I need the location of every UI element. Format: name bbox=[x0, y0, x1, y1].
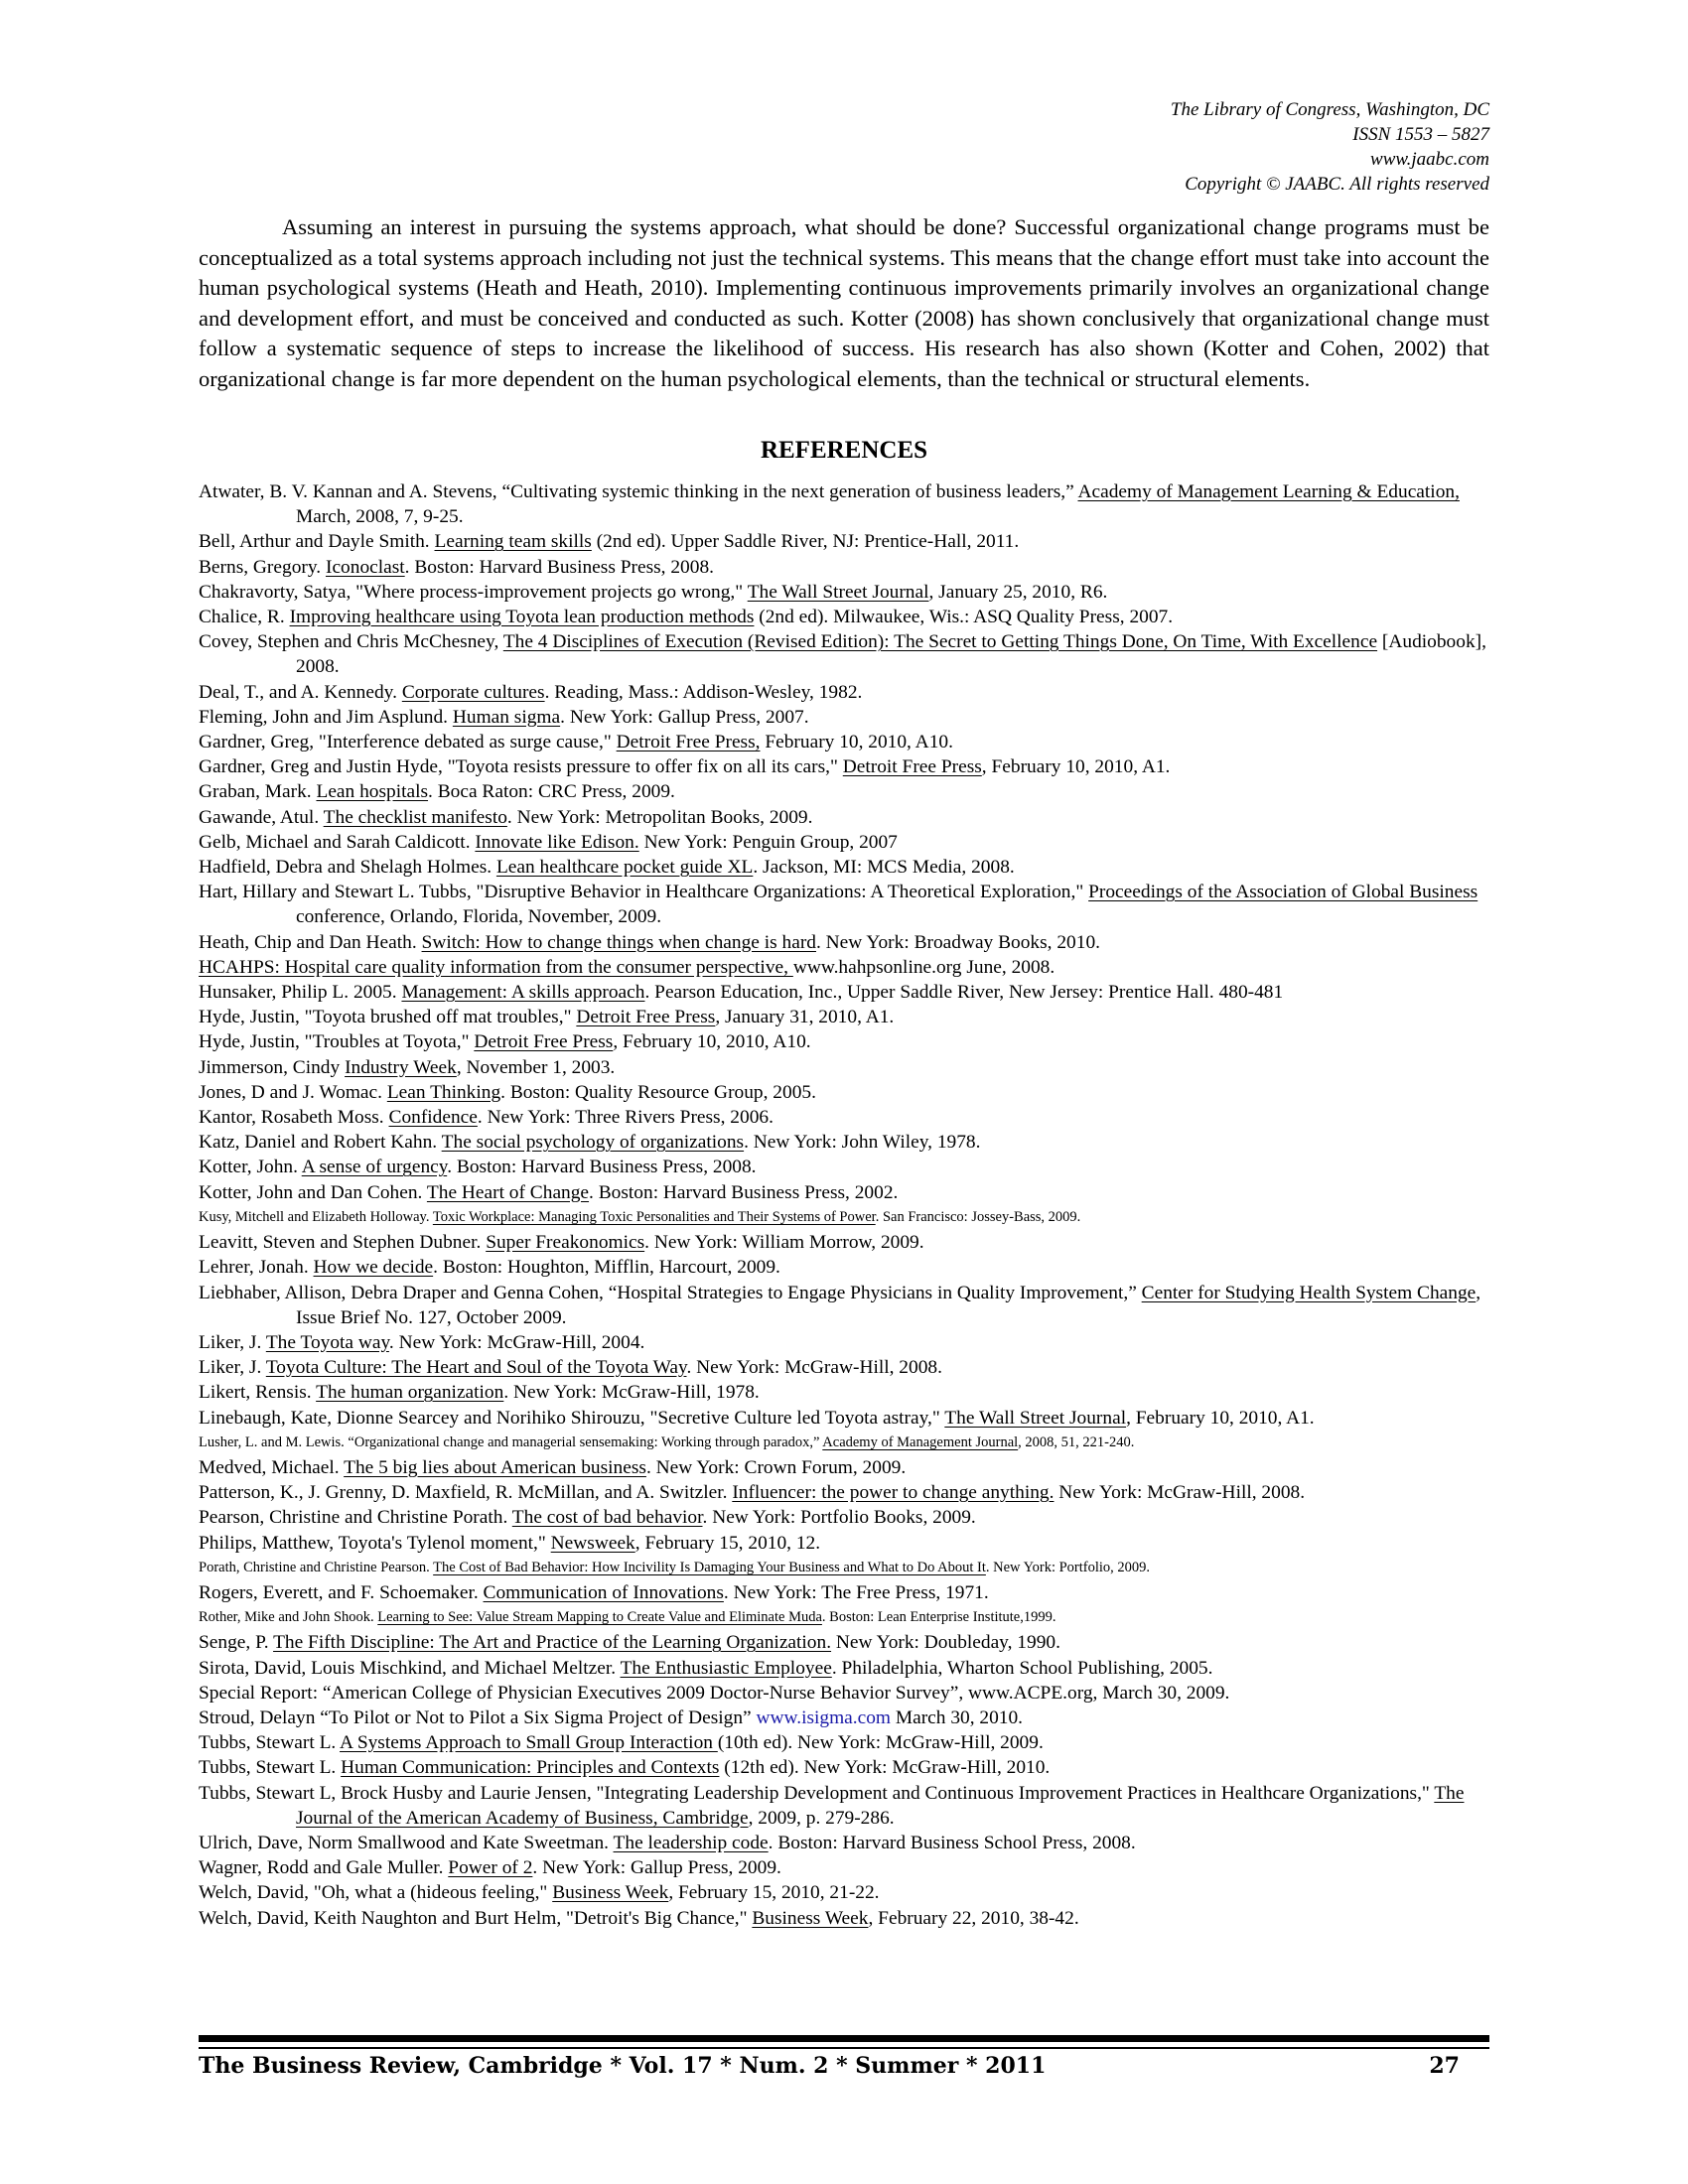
reference-text: Graban, Mark. bbox=[199, 781, 317, 803]
reference-source: (12th ed). New York: McGraw-Hill, 2010. bbox=[719, 1757, 1051, 1779]
reference-entry bbox=[199, 805, 1489, 830]
reference-title: Super Freakonomics bbox=[486, 1232, 645, 1254]
reference-link[interactable]: www.isigma.com bbox=[756, 1706, 892, 1728]
reference-title: Proceedings of the Association of Global Business bbox=[1088, 882, 1478, 903]
reference-title: Toxic Workplace: Managing Toxic Personalities and Their Systems of Power bbox=[432, 1208, 876, 1225]
reference-text: Covey, Stephen and Chris McChesney, bbox=[199, 631, 503, 653]
reference-entry bbox=[199, 1431, 1489, 1455]
reference-entry bbox=[199, 855, 1489, 880]
reference-title: The cost of bad behavior bbox=[511, 1507, 703, 1529]
reference-text: Kusy, Mitchell and Elizabeth Holloway. bbox=[199, 1208, 433, 1225]
reference-entry bbox=[199, 1330, 1489, 1355]
reference-source: . New York: Portfolio, 2009. bbox=[985, 1559, 1151, 1575]
reference-source: . Boston: Lean Enterprise Institute,1999. bbox=[821, 1609, 1056, 1626]
reference-source: , November 1, 2003. bbox=[456, 1056, 616, 1078]
reference-entry bbox=[199, 1505, 1489, 1530]
reference-source: conference, Orlando, Florida, November, 2009. bbox=[296, 906, 662, 928]
reference-source: . New York: McGraw-Hill, 1978. bbox=[503, 1382, 760, 1404]
reference-entry bbox=[199, 1605, 1489, 1630]
reference-source: , Issue Brief No. 127, October 2009. bbox=[296, 1282, 1481, 1328]
reference-text: Hart, Hillary and Stewart L. Tubbs, "Disruptive Behavior in Healthcare Organizations: A Theoretical Exploration," bbox=[199, 882, 1089, 903]
reference-title: Power of 2 bbox=[448, 1857, 533, 1879]
reference-title: Newsweek bbox=[550, 1532, 635, 1554]
reference-text: Katz, Daniel and Robert Kahn. bbox=[199, 1132, 442, 1154]
reference-entry bbox=[199, 1029, 1489, 1054]
reference-text: Welch, David, "Oh, what a (hideous feeling," bbox=[199, 1882, 553, 1904]
reference-text: Liker, J. bbox=[199, 1357, 266, 1379]
footer-rule-thin bbox=[199, 2047, 1489, 2049]
reference-entry bbox=[199, 1906, 1489, 1931]
reference-title: Business Week bbox=[752, 1907, 869, 1929]
reference-title: How we decide bbox=[313, 1257, 434, 1279]
reference-source: . Boston: Harvard Business Press, 2002. bbox=[589, 1181, 899, 1203]
reference-entry bbox=[199, 1580, 1489, 1605]
reference-text: Gawande, Atul. bbox=[199, 806, 324, 828]
header-library: The Library of Congress, Washington, DC bbox=[1170, 99, 1489, 120]
reference-entry bbox=[199, 880, 1489, 929]
reference-entry bbox=[199, 1105, 1489, 1130]
reference-text: Hyde, Justin, "Troubles at Toyota," bbox=[199, 1031, 475, 1053]
reference-entry bbox=[199, 1730, 1489, 1755]
reference-source: . New York: Gallup Press, 2007. bbox=[560, 706, 809, 728]
reference-text: Rother, Mike and John Shook. bbox=[199, 1609, 378, 1626]
reference-entry bbox=[199, 980, 1489, 1005]
reference-text: Heath, Chip and Dan Heath. bbox=[199, 931, 422, 953]
reference-title: Industry Week bbox=[345, 1056, 457, 1078]
reference-text: Lusher, L. and M. Lewis. “Organizational change and managerial sensemaking: Working through paradox,” bbox=[199, 1433, 823, 1450]
reference-text: Senge, P. bbox=[199, 1632, 274, 1654]
reference-text: Sirota, David, Louis Mischkind, and Michael Meltzer. bbox=[199, 1657, 621, 1679]
reference-entry bbox=[199, 955, 1489, 980]
reference-entry bbox=[199, 754, 1489, 779]
reference-title: The social psychology of organizations bbox=[441, 1132, 745, 1154]
reference-text: Ulrich, Dave, Norm Smallwood and Kate Sweetman. bbox=[199, 1832, 614, 1853]
reference-source: . Boston: Quality Resource Group, 2005. bbox=[500, 1081, 816, 1103]
reference-title: The Cost of Bad Behavior: How Incivility Is Damaging Your Business and What to Do About It bbox=[433, 1559, 986, 1575]
reference-source: New York: McGraw-Hill, 2008. bbox=[1054, 1482, 1306, 1504]
reference-title: The Heart of Change bbox=[426, 1181, 590, 1203]
reference-text: Linebaugh, Kate, Dionne Searcey and Norihiko Shirouzu, "Secretive Culture led Toyota astray," bbox=[199, 1407, 945, 1429]
references-heading: REFERENCES bbox=[760, 437, 928, 464]
reference-source: . Philadelphia, Wharton School Publishing, 2005. bbox=[831, 1657, 1213, 1679]
reference-source: . New York: Crown Forum, 2009. bbox=[645, 1456, 907, 1478]
header-website: www.jaabc.com bbox=[1370, 149, 1489, 170]
reference-entry bbox=[199, 1531, 1489, 1556]
reference-title: Business Week bbox=[552, 1882, 669, 1904]
reference-title: Human Communication: Principles and Contexts bbox=[341, 1757, 720, 1779]
reference-title: The Enthusiastic Employee bbox=[620, 1657, 832, 1679]
reference-entry bbox=[199, 1130, 1489, 1155]
reference-title: A Systems Approach to Small Group Interaction bbox=[340, 1732, 718, 1754]
reference-title: Human sigma bbox=[452, 706, 561, 728]
footer-journal: The Business Review, Cambridge * Vol. 17 * Num. 2 * Summer * 2011 bbox=[199, 2053, 1047, 2079]
reference-title: Lean healthcare pocket guide XL bbox=[495, 857, 754, 879]
reference-source: , February 15, 2010, 12. bbox=[634, 1532, 821, 1554]
reference-title: The checklist manifesto bbox=[323, 806, 507, 828]
reference-text: Likert, Rensis. bbox=[199, 1382, 317, 1404]
reference-text: Special Report: “American College of Physician Executives 2009 Doctor-Nurse Behavior Survey”, www.ACPE.org, March 30, 2009. bbox=[199, 1682, 1230, 1704]
reference-title: Influencer: the power to change anything. bbox=[732, 1482, 1055, 1504]
reference-entry bbox=[199, 1855, 1489, 1880]
reference-text: Lehrer, Jonah. bbox=[199, 1257, 314, 1279]
reference-source: (10th ed). New York: McGraw-Hill, 2009. bbox=[717, 1732, 1044, 1754]
reference-entry bbox=[199, 730, 1489, 754]
reference-title: Management: A skills approach bbox=[401, 982, 645, 1004]
page-number: 27 bbox=[1429, 2053, 1460, 2079]
reference-entry bbox=[199, 1005, 1489, 1029]
reference-title: Toyota Culture: The Heart and Soul of the Toyota Way bbox=[265, 1357, 687, 1379]
reference-entry bbox=[199, 555, 1489, 580]
reference-title: The 5 big lies about American business bbox=[344, 1456, 646, 1478]
reference-entry bbox=[199, 1880, 1489, 1905]
reference-source: . San Francisco: Jossey-Bass, 2009. bbox=[875, 1208, 1081, 1225]
reference-source: www.hahpsonline.org June, 2008. bbox=[792, 956, 1055, 978]
reference-text: Welch, David, Keith Naughton and Burt Helm, "Detroit's Big Chance," bbox=[199, 1907, 753, 1929]
reference-entry bbox=[199, 830, 1489, 855]
intro-paragraph: Assuming an interest in pursuing the systems approach, what should be done? Successful organizational change programs must be conceptualized as a total systems approach including not just the technical systems. This means that the change effort must take into account the human psychological systems (Heath and Heath, 2010). Implementing continuous improvements primarily involves an organizational change and development effort, and must be conceived and conducted as such. Kotter (2008) has shown conclusively that organizational change must follow a systematic sequence of steps to increase the likelihood of success. His research has also shown (Kotter and Cohen, 2002) that organizational change is far more dependent on the human psychological elements, than the technical or structural elements. bbox=[199, 214, 1489, 391]
reference-source: February 10, 2010, A10. bbox=[760, 732, 953, 753]
reference-entry bbox=[199, 1556, 1489, 1580]
reference-entry bbox=[199, 479, 1489, 529]
reference-source: . New York: Broadway Books, 2010. bbox=[815, 931, 1100, 953]
running-header bbox=[1171, 97, 1489, 197]
reference-source: , 2008, 51, 221-240. bbox=[1018, 1433, 1135, 1450]
reference-entry bbox=[199, 930, 1489, 955]
reference-title: Confidence bbox=[388, 1107, 478, 1129]
reference-source: . New York: Three Rivers Press, 2006. bbox=[477, 1107, 774, 1129]
reference-title: Improving healthcare using Toyota lean production methods bbox=[289, 607, 755, 628]
reference-title: The Fifth Discipline: The Art and Practice of the Learning Organization. bbox=[273, 1632, 832, 1654]
reference-source: . Boston: Harvard Business Press, 2008. bbox=[447, 1157, 757, 1178]
reference-entry bbox=[199, 1480, 1489, 1505]
reference-text: Hyde, Justin, "Toyota brushed off mat troubles," bbox=[199, 1007, 577, 1028]
reference-text: Liker, J. bbox=[199, 1331, 266, 1353]
reference-text: Atwater, B. V. Kannan and A. Stevens, “Cultivating systemic thinking in the next generation of business leaders,” bbox=[199, 481, 1078, 502]
reference-entry bbox=[199, 1380, 1489, 1405]
reference-source: . New York: Gallup Press, 2009. bbox=[532, 1857, 781, 1879]
reference-entry bbox=[199, 1681, 1489, 1706]
reference-title: Switch: How to change things when change is hard bbox=[421, 931, 816, 953]
reference-source: , 2009, p. 279-286. bbox=[748, 1807, 895, 1829]
reference-title: Corporate cultures bbox=[401, 681, 545, 703]
reference-text: Tubbs, Stewart L, Brock Husby and Laurie Jensen, "Integrating Leadership Development and Continuous Improvement Practices in Healthcare Organizations," bbox=[199, 1782, 1435, 1804]
reference-source: , February 22, 2010, 38-42. bbox=[868, 1907, 1079, 1929]
reference-entry bbox=[199, 1355, 1489, 1380]
reference-title: Detroit Free Press, bbox=[616, 732, 761, 753]
reference-text: Porath, Christine and Christine Pearson. bbox=[199, 1559, 434, 1575]
reference-text: Deal, T., and A. Kennedy. bbox=[199, 681, 402, 703]
header-copyright: Copyright © JAABC. All rights reserved bbox=[1185, 174, 1489, 195]
reference-title: The human organization bbox=[316, 1382, 504, 1404]
reference-source: New York: Penguin Group, 2007 bbox=[638, 831, 898, 853]
reference-source: , January 25, 2010, R6. bbox=[928, 581, 1108, 603]
reference-entry bbox=[199, 580, 1489, 605]
reference-title: Lean Thinking bbox=[386, 1081, 501, 1103]
reference-text: Medved, Michael. bbox=[199, 1456, 345, 1478]
reference-title: The Journal of the American Academy of Business, Cambridge bbox=[296, 1782, 1465, 1829]
reference-source: . New York: John Wiley, 1978. bbox=[744, 1132, 981, 1154]
reference-entry bbox=[199, 1230, 1489, 1255]
reference-source: March 30, 2010. bbox=[891, 1706, 1024, 1728]
reference-text: Stroud, Delayn “To Pilot or Not to Pilot a Six Sigma Project of Design” bbox=[199, 1706, 757, 1728]
reference-title: The Toyota way bbox=[265, 1331, 389, 1353]
reference-title: Lean hospitals bbox=[316, 781, 429, 803]
reference-title: Detroit Free Press bbox=[842, 756, 982, 778]
reference-title: Center for Studying Health System Change bbox=[1141, 1282, 1477, 1303]
reference-source: . New York: McGraw-Hill, 2008. bbox=[686, 1357, 942, 1379]
reference-source: . New York: Metropolitan Books, 2009. bbox=[506, 806, 813, 828]
reference-entry bbox=[199, 1755, 1489, 1780]
reference-title: Iconoclast bbox=[325, 556, 405, 578]
footer-rule-thick bbox=[199, 2035, 1489, 2042]
reference-text: Tubbs, Stewart L. bbox=[199, 1732, 341, 1754]
reference-text: Berns, Gregory. bbox=[199, 556, 326, 578]
reference-entry bbox=[199, 1656, 1489, 1681]
reference-source: . New York: William Morrow, 2009. bbox=[644, 1232, 924, 1254]
reference-entry bbox=[199, 1831, 1489, 1855]
reference-text: Rogers, Everett, and F. Schoemaker. bbox=[199, 1581, 484, 1603]
reference-title: Detroit Free Press bbox=[576, 1007, 716, 1028]
reference-source: . Jackson, MI: MCS Media, 2008. bbox=[753, 857, 1015, 879]
reference-text: Chalice, R. bbox=[199, 607, 290, 628]
reference-source: , January 31, 2010, A1. bbox=[715, 1007, 895, 1028]
reference-source: , February 10, 2010, A1. bbox=[981, 756, 1171, 778]
reference-entry bbox=[199, 680, 1489, 705]
reference-text: Fleming, John and Jim Asplund. bbox=[199, 706, 453, 728]
reference-title: Innovate like Edison. bbox=[475, 831, 639, 853]
reference-entry bbox=[199, 1180, 1489, 1205]
reference-title: The 4 Disciplines of Execution (Revised Edition): The Secret to Getting Things Done, On Time, With Excellence bbox=[502, 631, 1378, 653]
reference-text: Gardner, Greg and Justin Hyde, "Toyota resists pressure to offer fix on all its cars," bbox=[199, 756, 843, 778]
reference-text: Patterson, K., J. Grenny, D. Maxfield, R. McMillan, and A. Switzler. bbox=[199, 1482, 733, 1504]
reference-text: Gardner, Greg, "Interference debated as surge cause," bbox=[199, 732, 617, 753]
reference-source: . Boston: Harvard Business School Press, 2008. bbox=[768, 1832, 1136, 1853]
page-footer bbox=[199, 2053, 1489, 2079]
reference-text: Bell, Arthur and Dayle Smith. bbox=[199, 531, 435, 553]
reference-source: . Boston: Harvard Business Press, 2008. bbox=[404, 556, 714, 578]
reference-entry bbox=[199, 1205, 1489, 1230]
reference-entry bbox=[199, 1255, 1489, 1280]
reference-source: . Boca Raton: CRC Press, 2009. bbox=[428, 781, 675, 803]
reference-source: , February 15, 2010, 21-22. bbox=[668, 1882, 880, 1904]
reference-title: Learning to See: Value Stream Mapping to Create Value and Eliminate Muda bbox=[377, 1609, 822, 1626]
reference-entry bbox=[199, 1055, 1489, 1080]
reference-entry bbox=[199, 779, 1489, 804]
reference-entry bbox=[199, 1781, 1489, 1831]
reference-text: Tubbs, Stewart L. bbox=[199, 1757, 342, 1779]
references-list bbox=[199, 479, 1489, 1931]
reference-title: Learning team skills bbox=[434, 531, 592, 553]
reference-text: Hunsaker, Philip L. 2005. bbox=[199, 982, 402, 1004]
reference-source: , February 10, 2010, A10. bbox=[613, 1031, 811, 1053]
reference-source: , February 10, 2010, A1. bbox=[1126, 1407, 1315, 1429]
reference-entry bbox=[199, 1706, 1489, 1730]
reference-title: The Wall Street Journal bbox=[747, 581, 929, 603]
header-issn: ISSN 1553 – 5827 bbox=[1352, 124, 1489, 145]
reference-entry bbox=[199, 705, 1489, 730]
reference-entry bbox=[199, 1155, 1489, 1179]
reference-title: A sense of urgency bbox=[301, 1157, 448, 1178]
reference-text: Hadfield, Debra and Shelagh Holmes. bbox=[199, 857, 496, 879]
reference-title: HCAHPS: Hospital care quality information from the consumer perspective, bbox=[199, 956, 793, 978]
reference-source: (2nd ed). Milwaukee, Wis.: ASQ Quality Press, 2007. bbox=[754, 607, 1174, 628]
reference-text: Gelb, Michael and Sarah Caldicott. bbox=[199, 831, 476, 853]
reference-text: Jones, D and J. Womac. bbox=[199, 1081, 387, 1103]
reference-entry bbox=[199, 1281, 1489, 1330]
reference-title: Academy of Management Journal bbox=[822, 1433, 1019, 1450]
reference-text: Wagner, Rodd and Gale Muller. bbox=[199, 1857, 449, 1879]
reference-entry bbox=[199, 629, 1489, 679]
reference-source: . Reading, Mass.: Addison-Wesley, 1982. bbox=[544, 681, 863, 703]
reference-text: Kotter, John and Dan Cohen. bbox=[199, 1181, 427, 1203]
reference-title: The leadership code bbox=[613, 1832, 769, 1853]
reference-title: Academy of Management Learning & Education, bbox=[1077, 481, 1460, 502]
reference-title: Detroit Free Press bbox=[474, 1031, 614, 1053]
reference-text: Liebhaber, Allison, Debra Draper and Genna Cohen, “Hospital Strategies to Engage Physicians in Quality Improvement,” bbox=[199, 1282, 1142, 1303]
reference-source: . Boston: Houghton, Mifflin, Harcourt, 2009. bbox=[433, 1257, 780, 1279]
reference-source: . Pearson Education, Inc., Upper Saddle River, New Jersey: Prentice Hall. 480-481 bbox=[644, 982, 1284, 1004]
reference-text: Kotter, John. bbox=[199, 1157, 302, 1178]
reference-text: Jimmerson, Cindy bbox=[199, 1056, 346, 1078]
reference-title: The Wall Street Journal bbox=[944, 1407, 1127, 1429]
reference-source: [Audiobook], 2008. bbox=[296, 631, 1486, 678]
reference-entry bbox=[199, 529, 1489, 554]
reference-entry bbox=[199, 605, 1489, 629]
reference-text: Chakravorty, Satya, "Where process-improvement projects go wrong," bbox=[199, 581, 748, 603]
reference-source: (2nd ed). Upper Saddle River, NJ: Prentice-Hall, 2011. bbox=[591, 531, 1020, 553]
reference-source: . New York: The Free Press, 1971. bbox=[723, 1581, 989, 1603]
reference-source: . New York: Portfolio Books, 2009. bbox=[702, 1507, 976, 1529]
reference-text: Pearson, Christine and Christine Porath. bbox=[199, 1507, 512, 1529]
reference-entry bbox=[199, 1406, 1489, 1431]
reference-text: Philips, Matthew, Toyota's Tylenol moment," bbox=[199, 1532, 551, 1554]
reference-text: Leavitt, Steven and Stephen Dubner. bbox=[199, 1232, 487, 1254]
reference-title: Communication of Innovations bbox=[483, 1581, 724, 1603]
reference-source: New York: Doubleday, 1990. bbox=[831, 1632, 1060, 1654]
reference-entry bbox=[199, 1080, 1489, 1105]
reference-text: Kantor, Rosabeth Moss. bbox=[199, 1107, 389, 1129]
reference-entry bbox=[199, 1455, 1489, 1480]
reference-source: . New York: McGraw-Hill, 2004. bbox=[388, 1331, 645, 1353]
reference-source: March, 2008, 7, 9-25. bbox=[296, 506, 464, 528]
reference-entry bbox=[199, 1630, 1489, 1655]
